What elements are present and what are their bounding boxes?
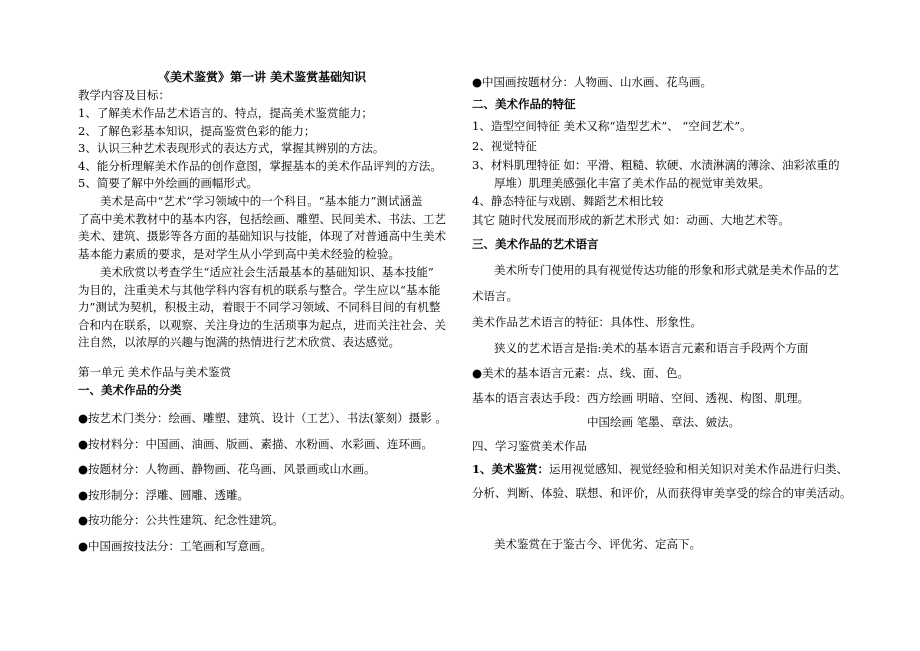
bullet-item: ●美术的基本语言元素：点、线、面、色。 bbox=[472, 366, 690, 380]
paragraph-line: 美术作品艺术语言的特征：具体性、形象性。 bbox=[472, 315, 702, 329]
feature-item: 厚堆）肌理美感强化丰富了美术作品的视觉审美效果。 bbox=[494, 176, 770, 190]
definition-line: 分析、判断、体验、联想、和评价，从而获得审美享受的综合的审美活动。 bbox=[472, 486, 852, 500]
section-heading: 三、美术作品的艺术语言 bbox=[472, 237, 599, 251]
feature-item: 1、造型空间特征 美术又称“造型艺术”、 “空间艺术”。 bbox=[472, 119, 752, 133]
feature-item: 2、视觉特征 bbox=[472, 139, 537, 153]
paragraph-line: 为目的，注重美术与其他学科内容有机的联系与整合。学生应以“基本能 bbox=[78, 283, 441, 297]
goal-item: 3、认识三种艺术表现形式的表达方式，掌握其辨别的方法。 bbox=[78, 141, 385, 155]
paragraph-line: 美术欣赏以考查学生“适应社会生活最基本的基础知识、基本技能” bbox=[100, 265, 434, 279]
goal-item: 5、简要了解中外绘画的画幅形式。 bbox=[78, 176, 258, 190]
bullet-item: ●中国画按题材分：人物画、山水画、花鸟画。 bbox=[472, 75, 713, 89]
lecture-title: 《美术鉴赏》第一讲 美术鉴赏基础知识 bbox=[158, 70, 367, 84]
closing-line: 美术鉴赏在于鉴古今、评优劣、定高下。 bbox=[494, 537, 701, 551]
goal-item: 2、了解色彩基本知识，提高鉴赏色彩的能力； bbox=[78, 124, 316, 138]
paragraph-line: 术语言。 bbox=[472, 289, 518, 303]
paragraph-line: 美术所专门使用的具有视觉传达功能的形象和形式就是美术作品的艺 bbox=[494, 263, 839, 277]
feature-item: 其它 随时代发展而形成的新艺术形式 如：动画、大地艺术等。 bbox=[472, 213, 790, 227]
feature-item: 4、静态特征与戏剧、舞蹈艺术相比较 bbox=[472, 194, 664, 208]
section-heading: 四、学习鉴赏美术作品 bbox=[472, 439, 587, 453]
bullet-item: ●按功能分：公共性建筑、纪念性建筑。 bbox=[78, 513, 284, 527]
paragraph-line: 美术是高中“艺术”学习领域中的一个科目。“基本能力”测试涵盖 bbox=[100, 194, 423, 208]
section-heading: 一、美术作品的分类 bbox=[78, 383, 182, 397]
bullet-item: ●按形制分：浮雕、圆雕、透雕。 bbox=[78, 488, 250, 502]
definition-text: 运用视觉感知、视觉经验和相关知识对美术作品进行归类、 bbox=[549, 462, 849, 476]
bullet-item: ●按艺术门类分：绘画、雕塑、建筑、设计（工艺）、书法(篆刻）摄影 。 bbox=[78, 411, 447, 425]
paragraph-line: 力”测试为契机，积极主动，着眼于不同学习领域、不同科目间的有机整 bbox=[78, 300, 441, 314]
feature-item: 3、材料肌理特征 如：平滑、粗糙、软硬、水渍淋漓的薄涂、油彩浓重的 bbox=[472, 158, 840, 172]
goals-heading: 教学内容及目标： bbox=[78, 88, 170, 102]
unit-heading: 第一单元 美术作品与美术鉴赏 bbox=[78, 365, 232, 379]
paragraph-line: 注自然，以浓厚的兴趣与饱满的热情进行艺术欣赏、表达感觉。 bbox=[78, 335, 400, 349]
paragraph-line: 合和内在联系，以观察、关注身边的生活琐事为起点，进而关注社会、关 bbox=[78, 318, 446, 332]
paragraph-line: 基本能力素质的要求，是对学生从小学到高中美术经验的检验。 bbox=[78, 247, 400, 261]
goal-item: 4、能分析理解美术作品的创作意图，掌握基本的美术作品评判的方法。 bbox=[78, 159, 442, 173]
definition-label: 1、美术鉴赏： bbox=[472, 462, 550, 476]
definition-line bbox=[472, 461, 848, 477]
paragraph-line: 狭义的艺术语言是指:美术的基本语言元素和语言手段两个方面 bbox=[494, 341, 809, 355]
paragraph-line: 了高中美术教材中的基本内容，包括绘画、雕塑、民间美术、书法、工艺 bbox=[78, 212, 446, 226]
paragraph-line: 中国绘画 笔墨、章法、皴法。 bbox=[587, 415, 741, 429]
paragraph-line: 基本的语言表达手段：西方绘画 明暗、空间、透视、构图、肌理。 bbox=[472, 391, 810, 405]
section-heading: 二、美术作品的特征 bbox=[472, 97, 576, 111]
goal-item: 1、了解美术作品艺术语言的、特点，提高美术鉴赏能力； bbox=[78, 106, 373, 120]
bullet-item: ●按材料分：中国画、油画、版画、素描、水粉画、水彩画、连环画。 bbox=[78, 437, 434, 451]
bullet-item: ●按题材分：人物画、静物画、花鸟画、风景画或山水画。 bbox=[78, 462, 376, 476]
bullet-item: ●中国画按技法分：工笔画和写意画。 bbox=[78, 539, 273, 553]
paragraph-line: 美术、建筑、摄影等各方面的基础知识与技能，体现了对普通高中生美术 bbox=[78, 229, 446, 243]
